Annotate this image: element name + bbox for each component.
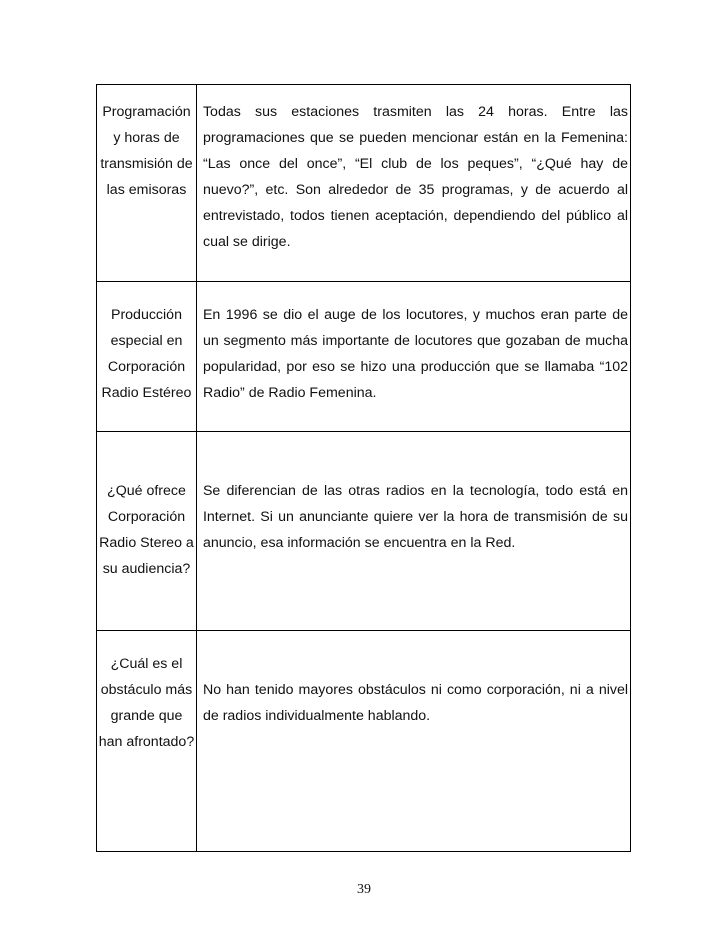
topic-cell [97,282,197,432]
answer-cell [196,282,630,432]
answer-text: Se diferencian de las otras radios en la tecnología, todo está en Internet. Si un anunciante quiere ver la hora de transmisión de su anuncio, esa información se encuentra en la Red. [202,483,628,551]
topic-cell [97,85,197,282]
table-row [97,432,631,631]
topic-text: ¿Qué ofrece Corporación Radio Stereo a su audiencia? [99,483,194,577]
answer-text: En 1996 se dio el auge de los locutores, y muchos eran parte de un segmento más importante de locutores que gozaban de mucha popularidad, por eso se hizo una producción que se llamaba “102 Radio” de Radio Femenina. [202,307,628,401]
interview-table [96,84,631,852]
table-row [97,282,631,432]
table-row [97,631,631,852]
topic-text: ¿Cuál es el obstáculo más grande que han afrontado? [98,656,195,750]
answer-text: No han tenido mayores obstáculos ni como corporación, ni a nivel de radios individualmente hablando. [202,682,628,724]
table-row [97,85,631,282]
answer-cell [196,432,630,631]
topic-text: Producción especial en Corporación Radio Estéreo [101,307,192,401]
answer-text: Todas sus estaciones trasmiten las 24 horas. Entre las programaciones que se pueden mencionar están en la Femenina: “Las once del once”, “El club de los peques”, “¿Qué hay de nuevo?”, etc. Son alrededor de 35 programas, y de acuerdo al entrevistado, todos tienen aceptación, dependiendo del público al cual se dirige. [202,104,628,250]
topic-cell [97,432,197,631]
page-number: 39 [357,882,371,897]
topic-text: Programación y horas de transmisión de las emisoras [100,104,193,198]
answer-cell [196,631,630,852]
answer-cell [196,85,630,282]
topic-cell [97,631,197,852]
